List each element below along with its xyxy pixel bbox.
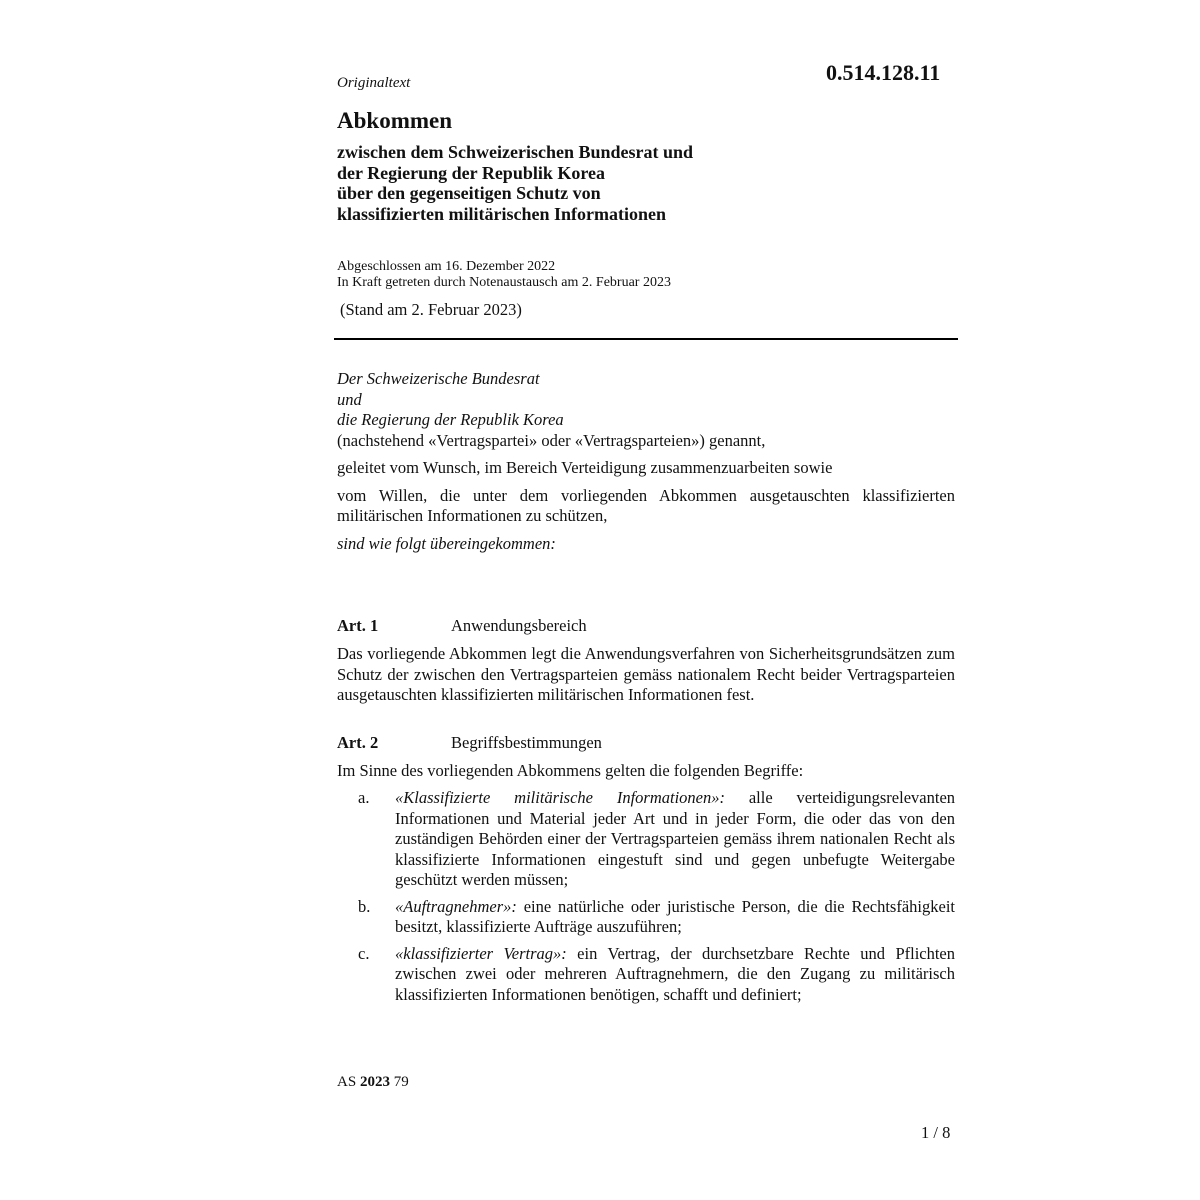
sr-number: 0.514.128.11 [826, 60, 941, 85]
definition-term: «Auftragnehmer»: [395, 896, 517, 916]
subtitle-line: über den gegenseitigen Schutz von [337, 183, 601, 203]
article-2-heading [337, 733, 955, 754]
subtitle-line: zwischen dem Schweizerischen Bundesrat und [337, 142, 694, 162]
subtitle-line: der Regierung der Republik Korea [337, 162, 606, 183]
article-number: Art. 2 [337, 733, 379, 752]
as-year: 2023 [359, 1074, 390, 1090]
definition-body [395, 788, 955, 891]
article-1-heading [337, 616, 955, 637]
page-number: 1 / 8 [921, 1123, 951, 1142]
as-prefix: AS [337, 1074, 357, 1090]
document-meta [337, 259, 671, 291]
definition-item [337, 897, 955, 938]
definition-text: alle verteidigungsrelevanten Informationen und Material jeder Art und in jeder Form, die oder das von den zuständigen Behörden einer der Vertragsparteien gemäss ihrem nationalen Recht als klassifizierte Informationen eingestuft sind und gegen unbefugte Weitergabe geschützt werden müssen; [395, 788, 956, 889]
definition-text: eine natürliche oder juristische Person, die die Rechtsfähigkeit besitzt, klassifizierte Aufträge auszuführen; [395, 896, 955, 936]
definition-body [395, 897, 955, 938]
definition-list [337, 788, 955, 1011]
preamble-und: und [337, 389, 362, 409]
article-number: Art. 1 [337, 616, 379, 635]
definition-text: ein Vertrag, der durchsetzbare Rechte und Pflichten zwischen zwei oder mehreren Auftragnehmern, die den Zugang zu militärisch klassifizierten Informationen benötigen, schafft und definiert; [395, 943, 956, 1004]
stand-date: (Stand am 2. Februar 2023) [340, 300, 522, 319]
concluded-date: Abgeschlossen am 16. Dezember 2022 [337, 259, 556, 274]
originaltext-label: Originaltext [337, 75, 411, 91]
preamble-agreed: sind wie folgt übereingekommen: [337, 533, 556, 553]
header-divider [334, 338, 958, 340]
definition-item [337, 944, 955, 1006]
preamble-wish: geleitet vom Wunsch, im Bereich Verteidigung zusammenzuarbeiten sowie [337, 458, 833, 477]
document-subtitle [337, 142, 897, 224]
article-2-intro: Im Sinne des vorliegenden Abkommens gelten die folgenden Begriffe: [337, 761, 804, 780]
preamble [337, 369, 955, 554]
preamble-will: vom Willen, die unter dem vorliegenden Abkommen ausgetauschten klassifizierten militärischen Informationen zu schützen, [337, 485, 955, 525]
definition-letter: b. [358, 896, 371, 916]
definition-term: «klassifizierter Vertrag»: [395, 943, 567, 963]
definition-letter: c. [358, 943, 370, 963]
in-force-date: In Kraft getreten durch Notenaustausch am 2. Februar 2023 [337, 275, 671, 290]
document-title: Abkommen [337, 108, 453, 133]
article-title: Anwendungsbereich [451, 616, 587, 635]
as-number: 79 [393, 1074, 409, 1090]
subtitle-line: klassifizierten militärischen Informationen [337, 203, 666, 224]
official-collection-reference [337, 1074, 409, 1091]
definition-letter: a. [358, 788, 370, 807]
definition-item [337, 788, 955, 891]
definition-body [395, 944, 955, 1006]
preamble-naming: (nachstehend «Vertragspartei» oder «Vertragsparteien») genannt, [337, 430, 766, 450]
article-title: Begriffsbestimmungen [451, 733, 602, 752]
preamble-party-2: die Regierung der Republik Korea [337, 410, 564, 429]
article-1-text: Das vorliegende Abkommen legt die Anwendungsverfahren von Sicherheitsgrundsätzen zum Schutz der zwischen den Vertragsparteien gemäss nationalem Recht beider Vertragsparteien ausgetauschten klassifizierten militärischen Informationen fest. [337, 644, 955, 704]
definition-term: «Klassifizierte militärische Informationen»: [395, 788, 725, 807]
preamble-party-1: Der Schweizerische Bundesrat [337, 369, 540, 388]
